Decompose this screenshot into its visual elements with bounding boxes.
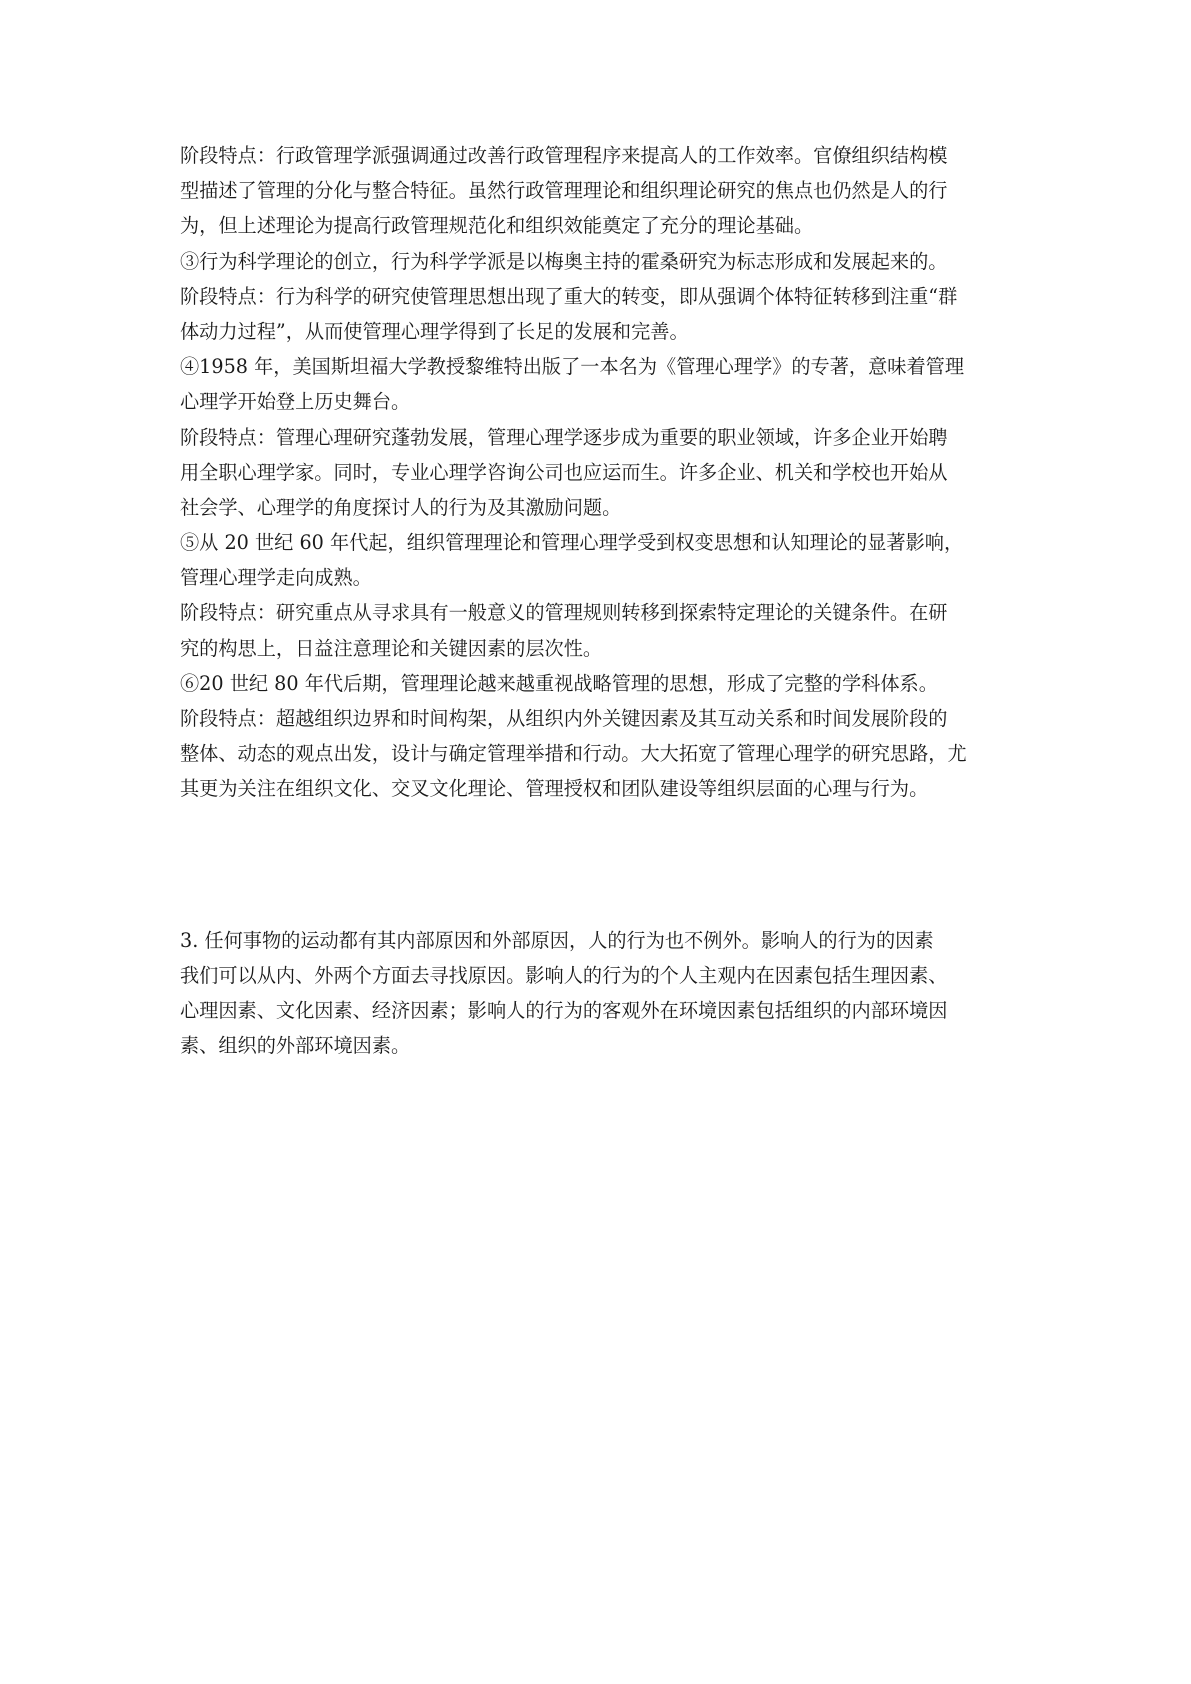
section-spacer <box>180 807 1018 923</box>
text-line: ⑥20 世纪 80 年代后期，管理理论越来越重视战略管理的思想，形成了完整的学科体系。 <box>180 671 938 695</box>
text-line: 阶段特点：超越组织边界和时间构架，从组织内外关键因素及其互动关系和时间发展阶段的 <box>180 707 948 730</box>
text-line: 素、组织的外部环境因素。 <box>180 1034 411 1058</box>
text-line: 心理学开始登上历史舞台。 <box>180 390 411 414</box>
text-line: ④1958 年，美国斯坦福大学教授黎维特出版了一本名为《管理心理学》的专著，意味着管理 <box>180 355 965 379</box>
text-line: 我们可以从内、外两个方面去寻找原因。影响人的行为的个人主观内在因素包括生理因素、 <box>180 963 948 987</box>
text-line: 阶段特点：行政管理学派强调通过改善行政管理程序来提高人的工作效率。官僚组织结构模 <box>180 144 948 167</box>
text-line: 心理因素、文化因素、经济因素；影响人的行为的客观外在环境因素包括组织的内部环境因 <box>180 998 948 1022</box>
text-line: 用全职心理学家。同时，专业心理学咨询公司也应运而生。许多企业、机关和学校也开始从 <box>180 460 948 484</box>
document-body <box>180 138 1018 1063</box>
text-line: 为，但上述理论为提高行政管理规范化和组织效能奠定了充分的理论基础。 <box>180 214 814 238</box>
text-line: 3. 任何事物的运动都有其内部原因和外部原因，人的行为也不例外。影响人的行为的因素 <box>180 928 934 952</box>
text-line: 社会学、心理学的角度探讨人的行为及其激励问题。 <box>180 495 622 519</box>
text-line: 究的构思上，日益注意理论和关键因素的层次性。 <box>180 636 603 660</box>
text-line: 阶段特点：管理心理研究蓬勃发展，管理心理学逐步成为重要的职业领域，许多企业开始聘 <box>180 425 948 449</box>
text-line: 阶段特点：研究重点从寻求具有一般意义的管理规则转移到探索特定理论的关键条件。在研 <box>180 601 948 625</box>
question-three-section <box>180 923 1018 1064</box>
text-line: ③行为科学理论的创立，行为科学学派是以梅奥主持的霍桑研究为标志形成和发展起来的。 <box>180 249 948 273</box>
stage-description-section <box>180 138 1018 807</box>
text-line: 体动力过程”，从而使管理心理学得到了长足的发展和完善。 <box>180 319 689 343</box>
text-line: 型描述了管理的分化与整合特征。虽然行政管理理论和组织理论研究的焦点也仍然是人的行 <box>180 179 948 203</box>
text-line: 其更为关注在组织文化、交叉文化理论、管理授权和团队建设等组织层面的心理与行为。 <box>180 777 929 801</box>
text-line: 管理心理学走向成熟。 <box>180 566 372 590</box>
text-line: 阶段特点：行为科学的研究使管理思想出现了重大的转变，即从强调个体特征转移到注重“群 <box>180 284 958 308</box>
text-line: 整体、动态的观点出发，设计与确定管理举措和行动。大大拓宽了管理心理学的研究思路，尤 <box>180 742 967 766</box>
text-line: ⑤从 20 世纪 60 年代起，组织管理理论和管理心理学受到权变思想和认知理论的显著影响， <box>180 531 964 555</box>
